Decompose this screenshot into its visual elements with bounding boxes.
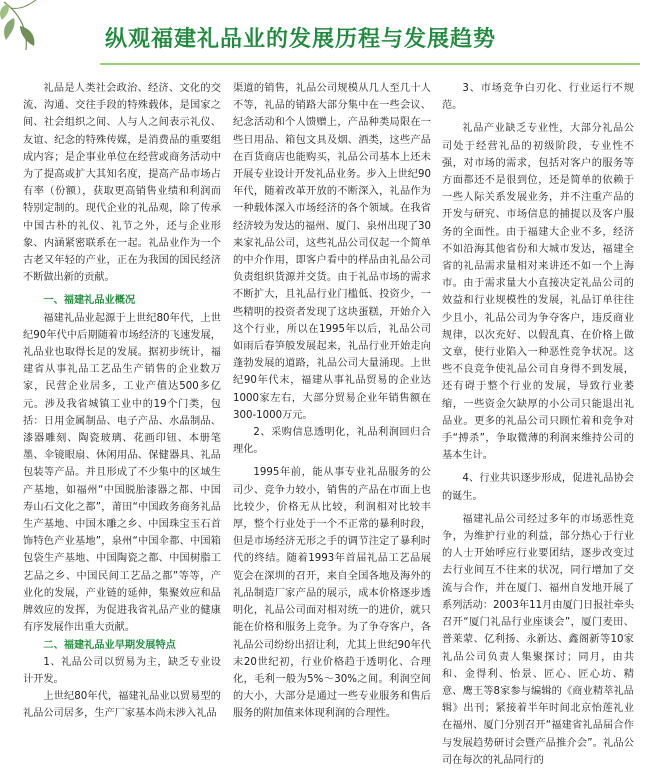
article-title: 纵观福建礼品业的发展历程与发展趋势 — [105, 27, 497, 52]
title-underline — [100, 63, 640, 65]
paragraph-overview: 福建礼品业起源于上世纪80年代，上世纪90年代中后期随着市场经济的飞速发展，礼品业也取得长足的发展。据初步统计，福建省从事礼品工艺品生产销售的企业数万家，民营企业居多，工业产值达500多亿元。涉及我省城镇工业中的19个门类，包括：日用金属制品、电子产品、水晶制品、漆器雕刻、陶瓷玻璃、花画印钮、本册笔墨、伞镜眼扇、休闲用品、保健器具、礼品包装等产品。并且形成了不少集中的区域生产基地，如福州“中国脱胎漆器之都、中国寿山石文化之都”，莆田“中国政务商务礼品生产基地、中国木雕之乡、中国珠宝玉石首饰特色产业基地”，泉州“中国伞都、中国箱包袋生产基地、中国陶瓷之都、中国树脂工艺品之乡、中国民间工艺品之都”等等，产业化的发展，产业链的延伸，集聚效应和品牌效应的发挥，为促进我省礼品产业的健康有序发展作出重大贡献。 — [23, 312, 221, 634]
paragraph-intro: 礼品是人类社会政治、经济、文化的交流、沟通、交往手段的特殊载体，是国家之间、社会组织之间、人与人之间表示礼仪、友谊、纪念的特殊传媒，是消费品的重要组成内容；是企事业单位在经营或商务活动中为了提高或扩大其知名度，提高产品市场占有率（份额），获取更高销售业绩和利润而特别定制的。现代企业的礼品观，除了传承中国古朴的礼仪、礼节之外，还与企业形象、内涵紧密联系在一起。礼品业作为一个古老又年轻的产业，正在为我国的国民经济不断做出新的贡献。 — [23, 83, 221, 284]
article-body — [0, 80, 656, 783]
paragraph-point-2-body: 1995年前，能从事专业礼品服务的公司少、竞争力较小，销售的产品在市面上也比较少，价格无从比较，利润相对比较丰厚，整个行业处于一个不正常的暴利时段，但是市场经济无形之手的调节注定了暴利时代的终结。随着1993年首届礼品工艺品展览会在深圳的召开，来自全国各地及海外的礼品制造厂家产品的展示，成本价格逐步透明化，礼品公司面对相对统一的进价，就只能在价格和服务上竞争。为了争夺客户，各礼品公司纷纷出招让利，尤其上世纪90年代末20世纪初，行业价格趋于透明化、合理化，毛利一般为5%～30%之间。利润空间的大小，大部分是通过一些专业服务和售后服务的附加值来体现利润的合理性。 — [233, 467, 431, 720]
paragraph-point-4: 4、行业共识逐步形成，促进礼品协会的诞生。 — [442, 473, 634, 502]
section-heading-early-features: 二、福建礼品业早期发展特点 — [43, 639, 176, 651]
paragraph-point-1-body: 上世纪80年代，福建礼品业以贸易型的礼品公司居多，生产厂家基本尚未涉入礼品 — [23, 691, 221, 720]
paragraph-point-4-body: 福建礼品公司经过多年的市场恶性竞争，为维护行业的利益，部分热心于行业的人士开始呼应行业要团结，逐步改变过去行业间互不往来的状况，同行增加了交流与合作，并在厦门、福州自发地开展了系列活动：2003年11月由厦门日报社牵头召开“厦门礼品行业座谈会”，厦门麦田、普莱蒙、亿利扬、永新达、鑫阁新等10家礼品公司负责人集聚探讨；同月，由共和、金得利、怡景、匠心、匠心坊、精意、鹰王等8家参与编辑的《商业精萃礼品辑》出刊；紧接着半年时间北京怡莲礼业在福州、厦门分别召开“福建省礼品届合作与发展趋势研讨会暨产品推介会”。礼品公司在每次的礼品同行的 — [442, 513, 634, 766]
column-3 — [442, 80, 634, 783]
paragraph-point-1: 1、礼品公司以贸易为主，缺乏专业设计开发。 — [23, 656, 221, 685]
paragraph-point-3-body: 礼品产业缺乏专业性，大部分礼品公司处于经营礼品的初级阶段，专业性不强，对市场的需求，包括对客户的服务等方面都还不是很到位，还是简单的依赖于一些人际关系发展业务，并不注重产品的开发与研究、市场信息的捕捉以及客户服务的全面性。由于福建大企业不多，经济不如沿海其他省份和大城市发达，福建全省的礼品需求量相对来讲还不如一个上海市。由于需求量大小直接决定礼品公司的效益和行业规模性的发展，礼品订单往往少且小，礼品公司为争夺客户，违反商业规律，以次充好、以假乱真、在价格上做文章，使行业陷入一种恶性竞争状况。这些不良竞争使礼品公司自身得不到发展，还有碍于整个行业的发展，导致行业萎缩，一些资金欠缺厚的小公司只能退出礼品业。更多的礼品公司只顾忙着和竞争对手“搏杀”，争取微薄的利润来维持公司的基本生计。 — [442, 123, 634, 462]
paragraph-continued: 渠道的销售，礼品公司规模从几人至几十人不等，礼品的销路大部分集中在一些会议、纪念活动和个人馈赠上，产品种类局限在一些日用品、箱包文具及烟、酒类，这些产品在百货商店也能购买，礼品公司基本上还未开展专业设计开发礼品业务。步入上世纪90年代，随着改革开放的不断深入，礼品作为一种载体深入市场经济的各个领域。在我省经济较为发达的福州、厦门、泉州出现了30来家礼品公司，这些礼品公司仅起一个简单的中介作用，即客户看中的样品由礼品公司负责组织货源并交货。由于礼品市场的需求不断扩大，且礼品行业门槛低、投资少，一些精明的投资者发现了这块蛋糕，开始介入这个行业，所以在1995年以后，礼品公司如雨后春笋般发展起来，礼品行业开始走向蓬勃发展的道路，礼品公司大量涌现。上世纪90年代末，福建从事礼品贸易的企业达1000家左右，大部分贸易企业年销售额在300-1000万元。 — [233, 83, 431, 421]
column-2 — [233, 80, 431, 783]
leaf-decoration-icon — [0, 0, 70, 60]
paragraph-point-2: 2、采购信息透明化，礼品利润回归合理化。 — [233, 427, 431, 456]
section-heading-overview: 一、福建礼品业概况 — [43, 295, 136, 307]
paragraph-point-3: 3、市场竞争白刃化、行业运行不规范。 — [442, 83, 634, 112]
column-1 — [23, 80, 221, 783]
